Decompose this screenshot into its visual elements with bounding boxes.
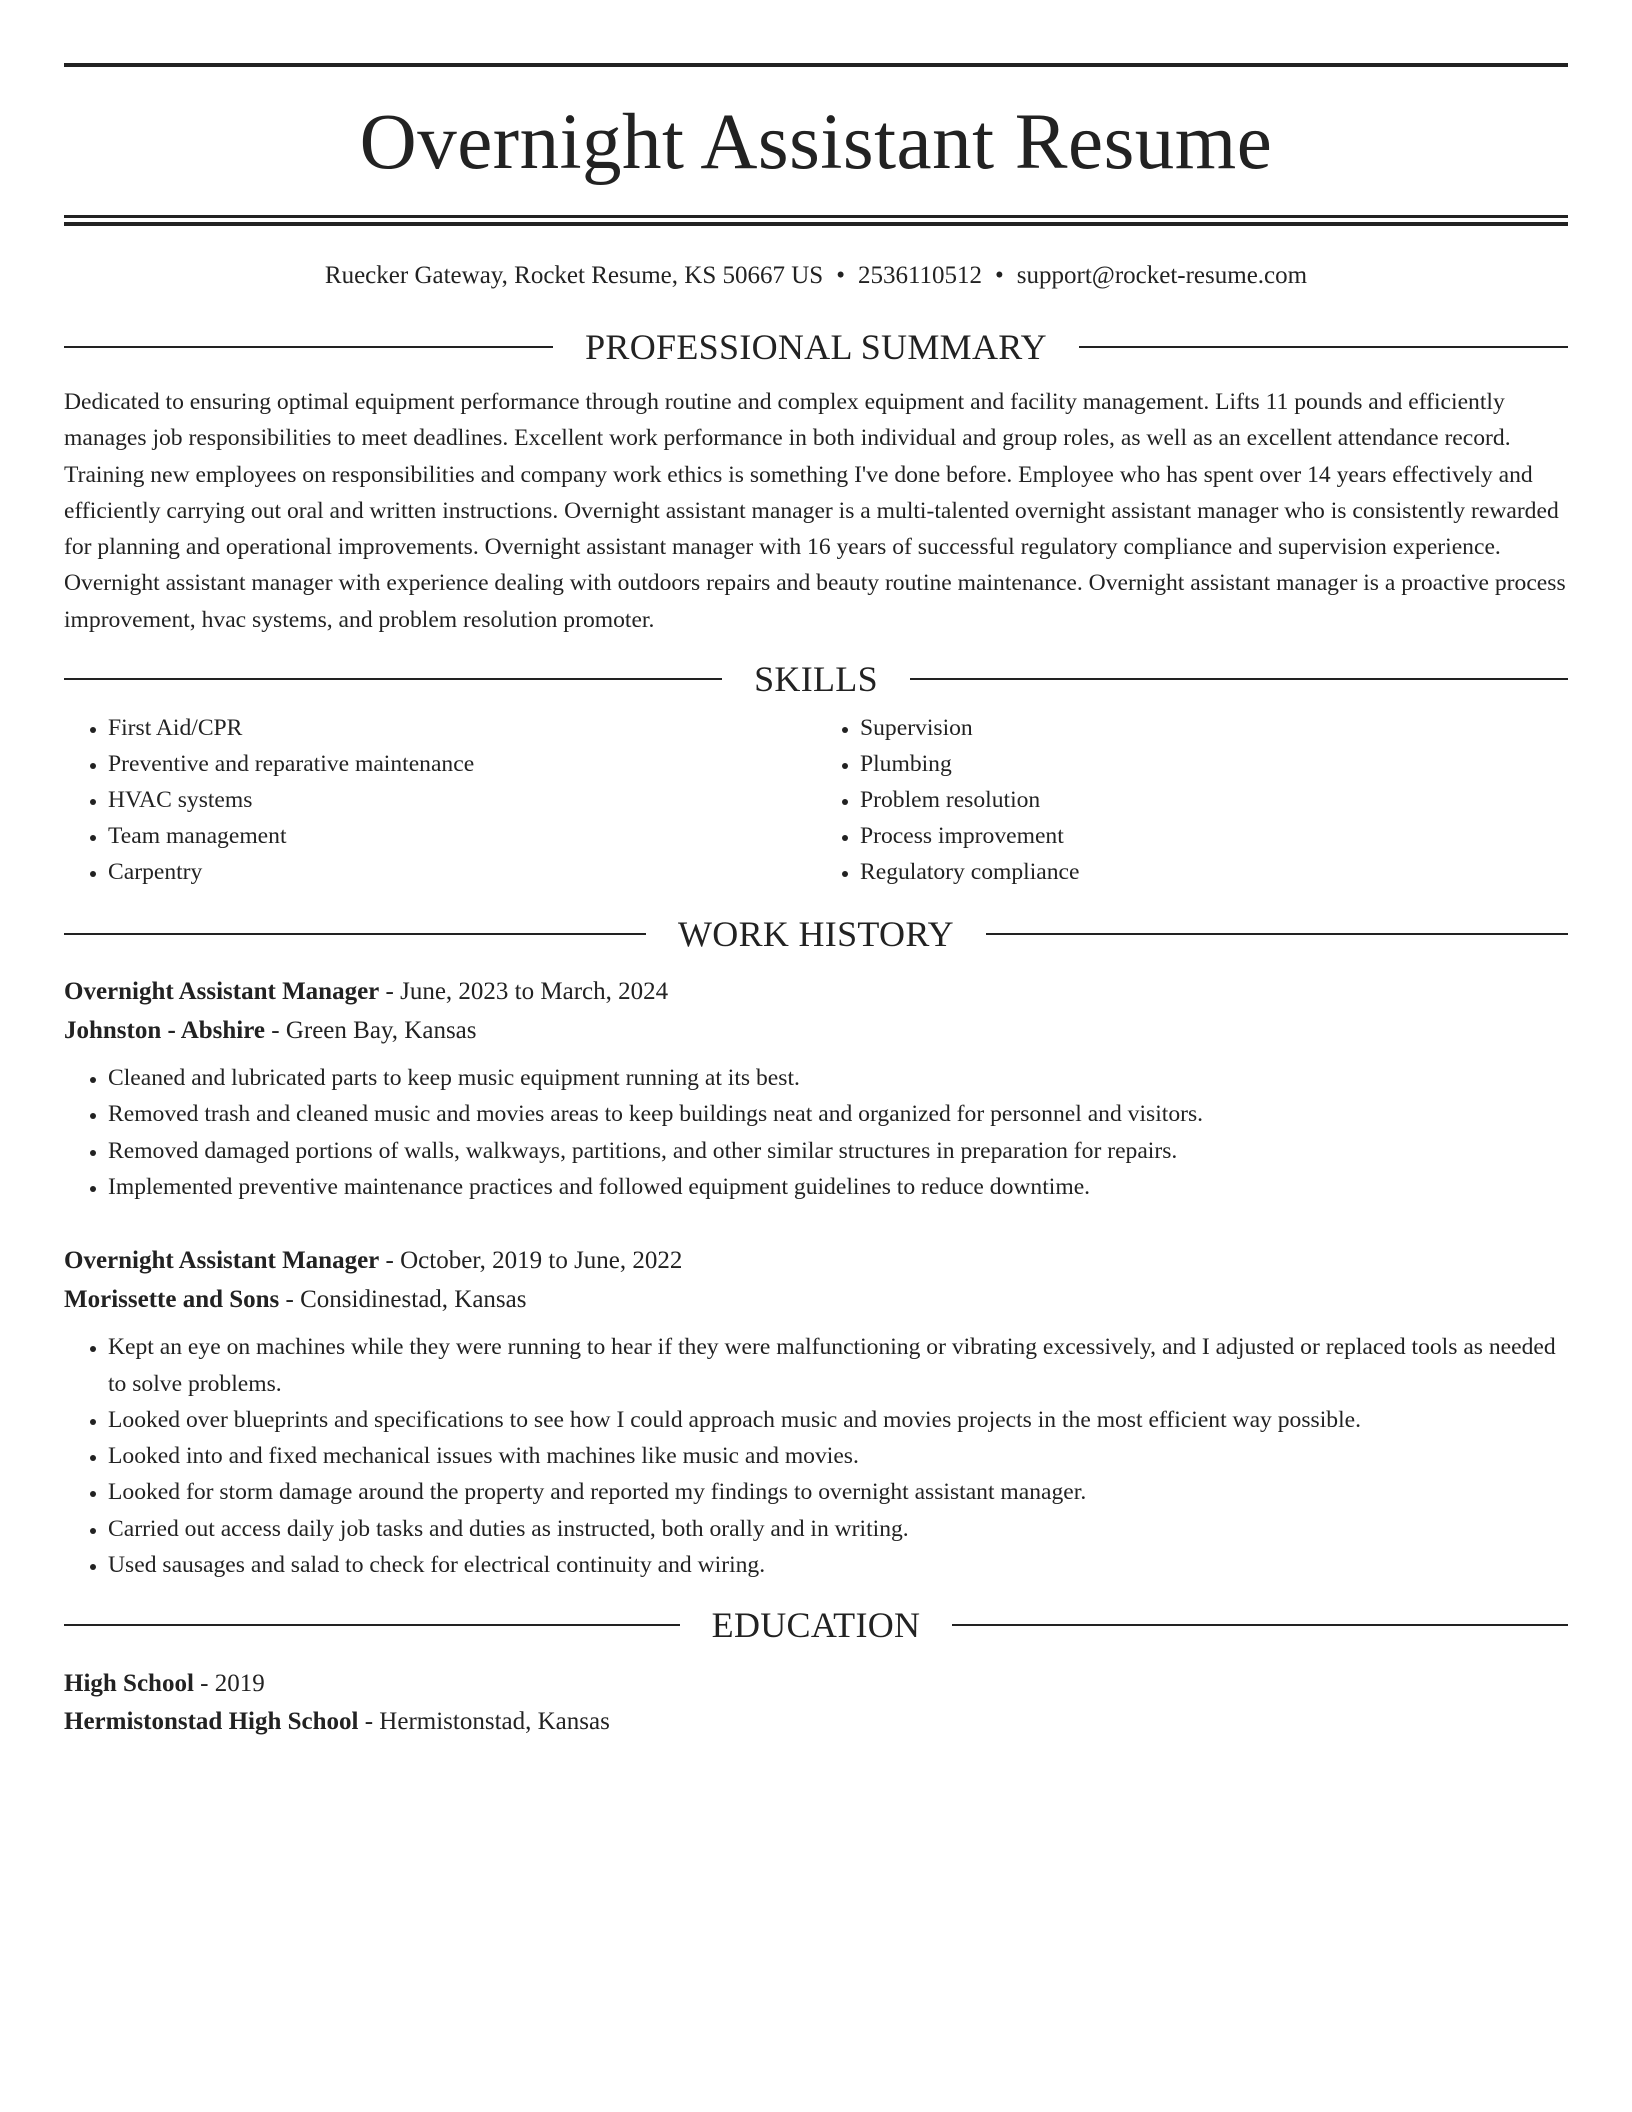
section-title: PROFESSIONAL SUMMARY xyxy=(585,327,1047,367)
divider-line xyxy=(986,933,1568,935)
job-title: Overnight Assistant Manager xyxy=(64,1247,380,1275)
skill-item: • Team management xyxy=(108,818,816,854)
job-bullet: • Removed damaged portions of walls, walkways, partitions, and other similar structures in preparation for repairs. xyxy=(108,1133,1568,1169)
job-company: Morissette and Sons xyxy=(64,1286,280,1314)
divider-line xyxy=(64,933,646,935)
job-location: - Considinestad, Kansas xyxy=(279,1286,527,1314)
job-bullet: • Implemented preventive maintenance practices and followed equipment guidelines to reduce downtime. xyxy=(108,1169,1568,1205)
divider-line xyxy=(910,678,1568,680)
education-degree-line xyxy=(64,1665,1568,1703)
skill-item: • Problem resolution xyxy=(860,782,1568,818)
section-heading-education xyxy=(64,1605,1568,1646)
section-title: EDUCATION xyxy=(711,1605,921,1646)
job-bullets xyxy=(64,1329,1568,1583)
title-double-rule xyxy=(64,215,1568,226)
job-entry xyxy=(64,972,1568,1205)
job-title-line xyxy=(64,1241,1568,1280)
skills-list xyxy=(64,710,1568,890)
skill-item: • Regulatory compliance xyxy=(860,854,1568,890)
job-bullet: • Looked over blueprints and specifications to see how I could approach music and movies projects in the most efficient way possible. xyxy=(108,1402,1568,1438)
job-bullet: • Looked for storm damage around the property and reported my findings to overnight assistant manager. xyxy=(108,1474,1568,1510)
divider-line xyxy=(64,346,553,348)
contact-separator: • xyxy=(995,262,1004,289)
education-degree: High School xyxy=(64,1670,194,1698)
divider-line xyxy=(64,1624,680,1626)
skill-item: • Supervision xyxy=(860,710,1568,746)
skills-column-left xyxy=(64,710,816,890)
job-title-line xyxy=(64,972,1568,1011)
education-location: - Hermistonstad, Kansas xyxy=(358,1708,610,1736)
contact-line xyxy=(64,261,1568,291)
skill-item: • Preventive and reparative maintenance xyxy=(108,746,816,782)
resume-title: Overnight Assistant Resume xyxy=(359,99,1273,186)
job-location: - Green Bay, Kansas xyxy=(265,1017,477,1045)
section-heading-skills xyxy=(64,659,1568,700)
skill-item: • Plumbing xyxy=(860,746,1568,782)
divider-line xyxy=(1079,346,1568,348)
job-bullet: • Looked into and fixed mechanical issues with machines like music and movies. xyxy=(108,1438,1568,1474)
section-heading-summary xyxy=(64,329,1568,365)
job-bullet: • Cleaned and lubricated parts to keep music equipment running at its best. xyxy=(108,1060,1568,1096)
professional-summary-text: Dedicated to ensuring optimal equipment performance through routine and complex equipment and facility management. Lifts 11 pounds and efficiently manages job responsibilities to meet deadlines. Excellent work performance in both individual and group roles, as well as an excellent attendance record. Training new employees on responsibilities and company work ethics is something I've done before. Employee who has spent over 14 years effectively and efficiently carrying out oral and written instructions. Overnight assistant manager is a multi-talented overnight assistant manager who is consistently rewarded for planning and operational improvements. Overnight assistant manager with 16 years of successful regulatory compliance and supervision experience. Overnight assistant manager with experience dealing with outdoors repairs and beauty routine maintenance. Overnight assistant manager is a proactive process improvement, hvac systems, and problem resolution promoter. xyxy=(64,389,1566,633)
job-company-line xyxy=(64,1011,1568,1050)
divider-line xyxy=(952,1624,1568,1626)
skills-column-right xyxy=(816,710,1568,890)
skill-item: • Process improvement xyxy=(860,818,1568,854)
job-company: Johnston - Abshire xyxy=(64,1017,265,1045)
skill-item: • Carpentry xyxy=(108,854,816,890)
job-bullet: • Carried out access daily job tasks and duties as instructed, both orally and in writing. xyxy=(108,1511,1568,1547)
job-title: Overnight Assistant Manager xyxy=(64,978,380,1006)
section-title: WORK HISTORY xyxy=(678,914,954,955)
job-bullets xyxy=(64,1060,1568,1205)
job-bullet: • Removed trash and cleaned music and movies areas to keep buildings neat and organized for personnel and visitors. xyxy=(108,1096,1568,1132)
divider-line xyxy=(64,678,722,680)
skill-item: • First Aid/CPR xyxy=(108,710,816,746)
education-year: - 2019 xyxy=(193,1670,265,1698)
contact-phone: 2536110512 xyxy=(857,262,983,289)
job-dates: - October, 2019 to June, 2022 xyxy=(379,1247,683,1275)
contact-email: support@rocket-resume.com xyxy=(1016,262,1308,289)
section-heading-work-history xyxy=(64,914,1568,955)
section-title: SKILLS xyxy=(754,659,878,700)
job-bullet: • Kept an eye on machines while they were running to hear if they were malfunctioning or vibrating excessively, and I adjusted or replaced tools as needed to solve problems. xyxy=(108,1329,1568,1402)
job-dates: - June, 2023 to March, 2024 xyxy=(379,978,669,1006)
job-company-line xyxy=(64,1280,1568,1319)
contact-separator: • xyxy=(836,262,845,289)
top-rule xyxy=(64,63,1568,67)
job-entry xyxy=(64,1241,1568,1583)
job-bullet: • Used sausages and salad to check for electrical continuity and wiring. xyxy=(108,1547,1568,1583)
skill-item: • HVAC systems xyxy=(108,782,816,818)
education-entry xyxy=(64,1665,1568,1741)
contact-address: Ruecker Gateway, Rocket Resume, KS 50667 US xyxy=(324,262,824,289)
education-school: Hermistonstad High School xyxy=(64,1708,359,1736)
education-school-line xyxy=(64,1703,1568,1741)
